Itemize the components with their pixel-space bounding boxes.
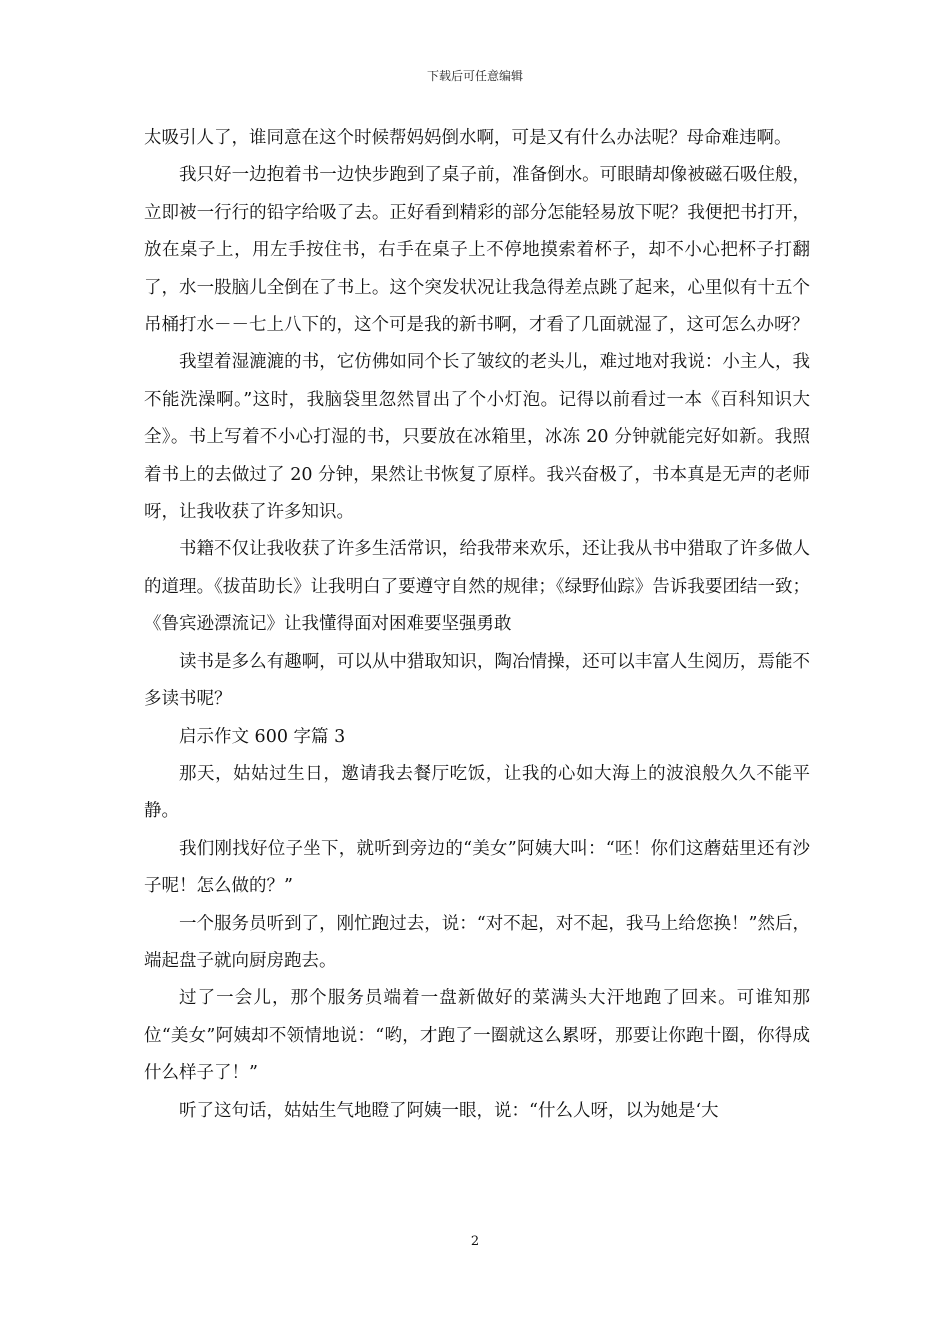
- paragraph: 听了这句话，姑姑生气地瞪了阿姨一眼，说：“什么人呀，以为她是‘大: [179, 1100, 719, 1121]
- paragraph: 太吸引人了，谁同意在这个时候帮妈妈倒水啊，可是又有什么办法呢？母命难违啊。: [144, 128, 792, 148]
- paragraph: 我们刚找好位子坐下，就听到旁边的“美女”阿姨大叫：“呸！你们这蘑菇里还有沙子呢！怎么做的？”: [144, 838, 810, 897]
- paragraph: 我望着湿漉漉的书，它仿佛如同个长了皱纹的老头儿，难过地对我说：小主人，我不能洗澡啊。”这时，我脑袋里忽然冒出了个小灯泡。记得以前看过一本《百科知识大全》。书上写着不小心打湿的书，只要放在冰箱里，冰冻 20 分钟就能完好如新。我照着书上的去做过了 20 分钟，果然让书恢复了原样。我兴奋极了，书本真是无声的老师呀，让我收获了许多知识。: [144, 352, 810, 523]
- paragraph: 书籍不仅让我收获了许多生活常识，给我带来欢乐，还让我从书中猎取了许多做人的道理。《拔苗助长》让我明白了要遵守自然的规律；《绿野仙踪》告诉我要团结一致；《鲁宾逊漂流记》让我懂得面对困难要坚强勇敢: [144, 539, 810, 635]
- page-number: 2: [470, 1234, 480, 1249]
- paragraph: 读书是多么有趣啊，可以从中猎取知识，陶冶情操，还可以丰富人生阅历，焉能不多读书呢？: [144, 651, 810, 710]
- paragraph: 那天，姑姑过生日，邀请我去餐厅吃饭，让我的心如大海上的波浪般久久不能平静。: [144, 763, 810, 822]
- page-header: 下载后可任意编辑: [426, 69, 523, 83]
- paragraph: 一个服务员听到了，刚忙跑过去，说：“对不起，对不起，我马上给您换！”然后，端起盘子就向厨房跑去。: [144, 913, 810, 971]
- paragraph: 我只好一边抱着书一边快步跑到了桌子前，准备倒水。可眼睛却像被磁石吸住般，立即被一行行的铅字给吸了去。正好看到精彩的部分怎能轻易放下呢？我便把书打开，放在桌子上，用左手按住书，右手在桌子上不停地摸索着杯子，却不小心把杯子打翻了，水一股脑儿全倒在了书上。这个突发状况让我急得差点跳了起来，心里似有十五个吊桶打水－－七上八下的，这个可是我的新书啊，才看了几面就湿了，这可怎么办呀？: [144, 165, 810, 336]
- paragraph: 过了一会儿，那个服务员端着一盘新做好的菜满头大汗地跑了回来。可谁知那位“美女”阿姨却不领情地说：“哟，才跑了一圈就这么累呀，那要让你跑十圈，你得成什么样子了！”: [144, 988, 810, 1084]
- section-heading: 启示作文 600 字篇 3: [179, 726, 346, 747]
- document-body: [144, 120, 810, 1130]
